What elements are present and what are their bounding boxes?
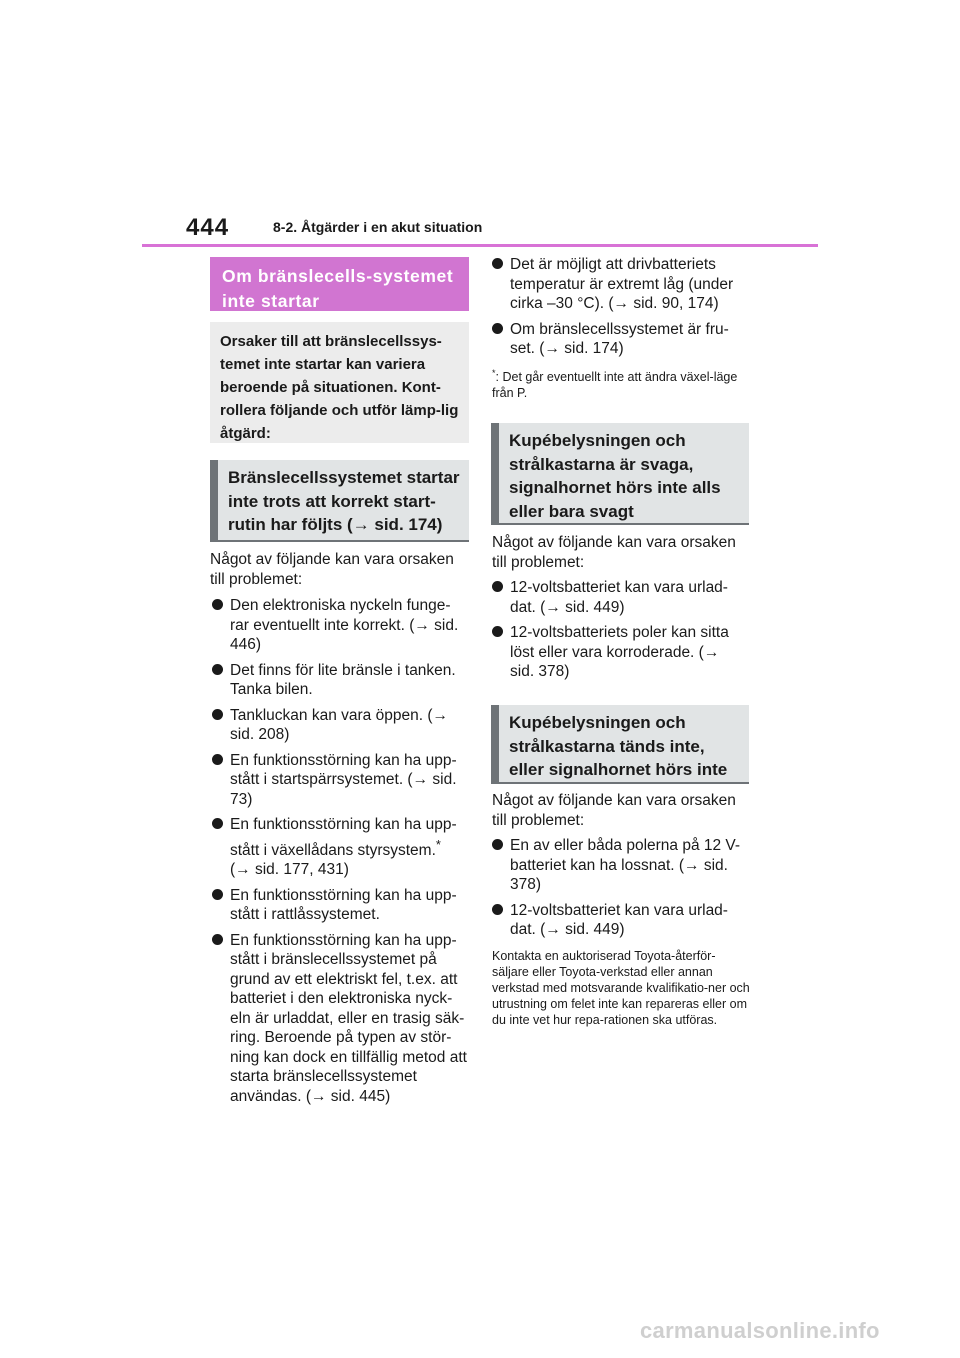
footnote: *: Det går eventuellt inte att ändra växel-läge från P. [492,368,738,401]
intro-text: Orsaker till att bränslecellssys-temet inte startar kan variera beroende på situationen. Kont-rollera följande och utför lämp-lig åtgärd: [220,333,459,442]
footnote-mark: * [492,368,496,378]
bullet-icon [492,904,503,915]
subheading-text: Kupébelysningen och strålkastarna är svaga, signalhornet hörs inte alls eller bara svagt [509,431,721,521]
battery-cause-list [492,578,747,688]
lead-paragraph: Något av följande kan vara orsaken till problemet: [492,534,736,571]
list-item: En funktionsstörning kan ha upp-stått i växellådans styrsystem.* (→ sid. 177, 431) [212,815,467,880]
list-item: 12-voltsbatteriet kan vara urlad-dat. (→ sid. 449) [492,901,747,940]
list-item: 12-voltsbatteriet kan vara urlad-dat. (→ sid. 449) [492,578,747,617]
page-reference: (→ sid. 177, 431) [230,861,349,879]
list-item: Det finns för lite bränsle i tanken. Tanka bilen. [212,661,467,700]
bullet-icon [212,889,223,900]
bullet-icon [212,754,223,765]
lead-paragraph: Något av följande kan vara orsaken till problemet: [210,551,454,588]
list-item: En funktionsstörning kan ha upp-stått i startspärrsystemet. (→ sid. 73) [212,751,467,810]
page-number: 444 [186,214,230,241]
list-item: En funktionsstörning kan ha upp-stått i bränslecellssystemet på grund av ett elektriskt fel, t.ex. att batteriet i den elektroniska nyck-eln är urladdat, eller en trasig säk-ring. Beroende på typen av stör-ning kan dock en tillfällig metod att starta bränslecellssystemet användas. (→ sid. 445) [212,931,467,1107]
list-item: En funktionsstörning kan ha upp-stått i rattlåssystemet. [212,886,467,925]
list-item: En av eller båda polerna på 12 V-batteriet kan ha lossnat. (→ sid. 378) [492,836,747,895]
terminal-cause-list [492,836,747,946]
bullet-icon [492,258,503,269]
bullet-icon [212,818,223,829]
bullet-icon [212,709,223,720]
bullet-icon [492,581,503,592]
bullet-icon [492,626,503,637]
list-item: Om bränslecellssystemet är fru-set. (→ sid. 174) [492,320,747,359]
cause-list-continued [492,255,747,365]
footnote-mark: * [435,836,441,852]
lead-paragraph: Något av följande kan vara orsaken till problemet: [492,792,736,829]
bullet-icon [212,599,223,610]
subheading-text: Kupébelysningen och strålkastarna tänds inte, eller signalhornet hörs inte [509,713,728,779]
bullet-icon [212,664,223,675]
closing-paragraph: Kontakta en auktoriserad Toyota-återför-säljare eller Toyota-verkstad eller annan verkstad med motsvarande kvalifikatio-ner och utrustning om felet inte kan repareras eller om du inte vet hur repa-rationen ska utföras. [492,949,750,1027]
pink-section-title [210,257,469,311]
subheading-text: Bränslecellssystemet startar inte trots att korrekt start-rutin har följts (→ sid. 174) [228,468,460,534]
section-title: 8-2. Åtgärder i en akut situation [273,219,483,235]
watermark: carmanualsonline.info [640,1318,880,1343]
list-item: 12-voltsbatteriets poler kan sitta löst eller vara korroderade. (→ sid. 378) [492,623,747,682]
bullet-icon [492,839,503,850]
subheading-no-lights [491,705,749,784]
list-item: Tankluckan kan vara öppen. (→ sid. 208) [212,706,467,745]
list-item: Det är möjligt att drivbatteriets temperatur är extremt låg (under cirka –30 °C). (→ sid. 90, 174) [492,255,747,314]
pink-title-text: Om bränslecells-systemet inte startar [222,266,454,311]
subheading-fuel-cell [210,460,469,542]
intro-box [210,322,469,443]
subheading-weak-lights [491,423,749,525]
header-rule [142,244,818,247]
bullet-icon [492,323,503,334]
bullet-icon [212,934,223,945]
cause-list [212,596,467,1112]
list-item: Den elektroniska nyckeln funge-rar eventuellt inte korrekt. (→ sid. 446) [212,596,467,655]
footnote-text: Det går eventuellt inte att ändra växel-läge från P. [492,370,738,401]
